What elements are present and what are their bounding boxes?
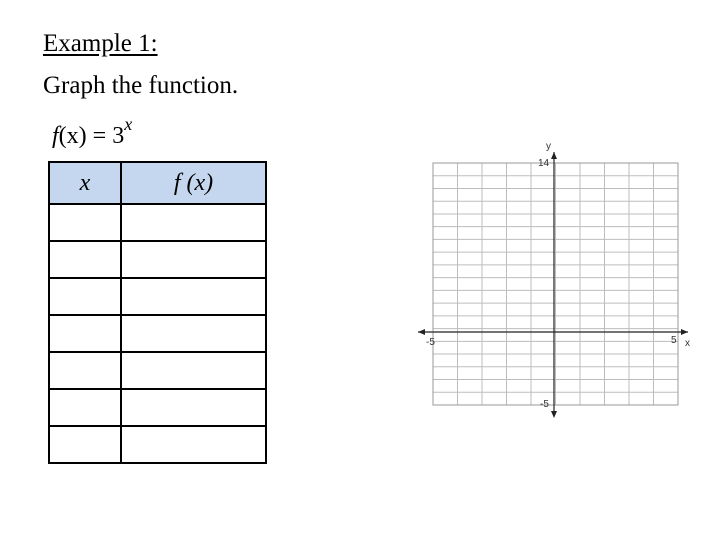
- x-min-label: -5: [426, 337, 435, 348]
- y-axis-label: y: [546, 141, 551, 152]
- x-max-label: 5: [671, 335, 677, 346]
- x-axis-left-arrow-icon: [418, 329, 425, 335]
- function-name: f: [52, 123, 59, 149]
- function-equals-base: = 3: [86, 123, 125, 149]
- x-axis-right-arrow-icon: [681, 329, 688, 335]
- x-axis-label: x: [685, 338, 690, 349]
- y-axis-down-arrow-icon: [551, 411, 557, 418]
- grid-lines: [433, 163, 678, 405]
- function-exponent: x: [124, 114, 133, 134]
- y-max-label: 14: [538, 158, 550, 169]
- y-axis-up-arrow-icon: [551, 152, 557, 159]
- column-header-x: x: [49, 162, 121, 204]
- instruction-text: Graph the function.: [43, 72, 239, 99]
- function-argument: (x): [58, 123, 87, 149]
- column-header-fx: f (x): [121, 162, 266, 204]
- y-min-label: -5: [540, 399, 549, 410]
- example-heading: Example 1:: [43, 30, 158, 57]
